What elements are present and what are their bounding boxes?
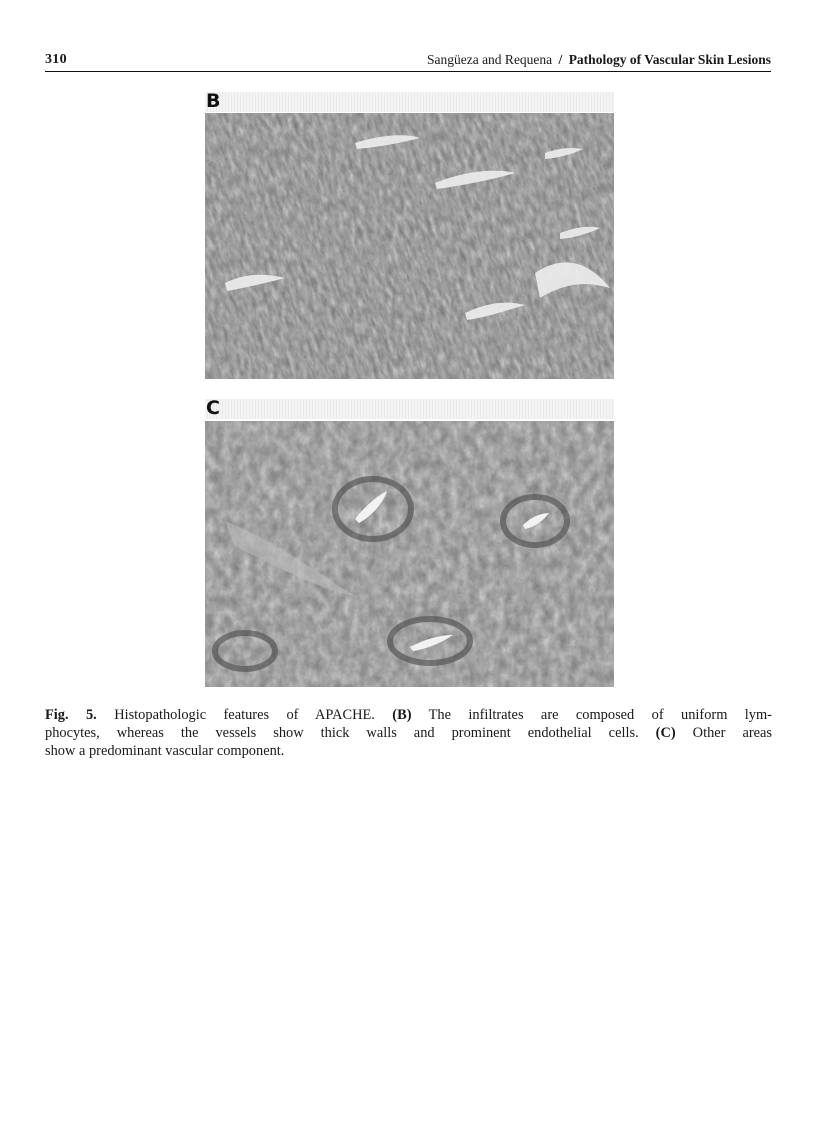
caption-text: Histopathologic features of APACHE. xyxy=(114,707,375,723)
caption-ref-c: (C) xyxy=(655,725,676,741)
panel-b-label-strip xyxy=(205,92,614,112)
panel-b-letter: B xyxy=(206,90,221,112)
caption-text: show a predominant vascular component. xyxy=(45,743,285,759)
running-title-authors: Sangüeza and Requena xyxy=(426,52,553,67)
running-title-separator: / xyxy=(558,52,563,67)
running-header xyxy=(45,52,771,72)
header-rule xyxy=(45,71,771,72)
running-title-book: Pathology of Vascular Skin Lesions xyxy=(568,52,771,67)
caption-figure-label: Fig. 5. xyxy=(45,707,97,723)
caption-line-3 xyxy=(45,742,772,760)
caption-text: Other areas xyxy=(692,725,772,741)
caption-text: phocytes, whereas the vessels show thick walls and prominent endothelial cells. xyxy=(45,725,639,741)
running-title xyxy=(427,52,771,68)
figure-caption xyxy=(45,706,772,760)
micrograph-panel-b xyxy=(205,113,614,379)
page-number: 310 xyxy=(45,52,67,67)
caption-line-1 xyxy=(45,706,772,724)
micrograph-panel-c xyxy=(205,421,614,687)
panel-c-letter: C xyxy=(206,397,220,419)
panel-c-label-strip xyxy=(205,399,614,419)
caption-text: The infiltrates are composed of uniform lym- xyxy=(428,707,772,723)
caption-ref-b: (B) xyxy=(392,707,412,723)
caption-line-2 xyxy=(45,724,772,742)
